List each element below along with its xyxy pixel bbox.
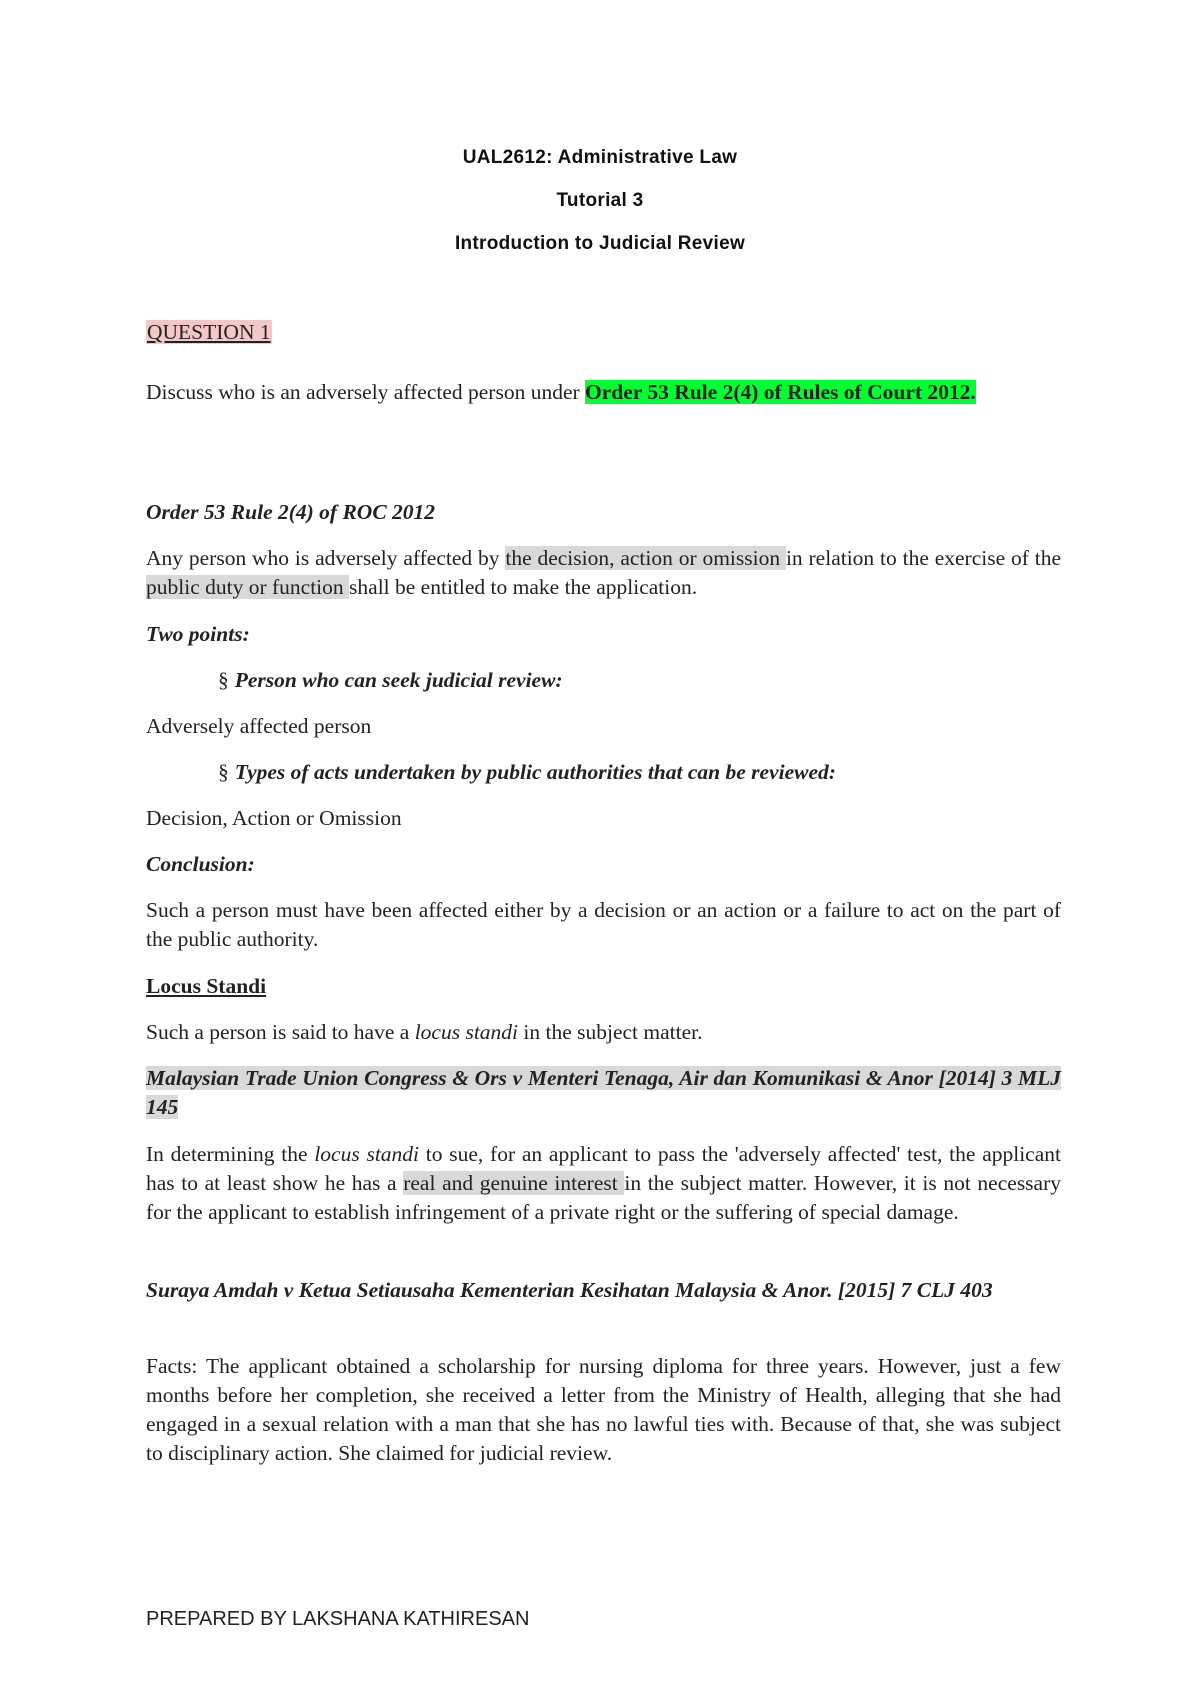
bullet-person [218, 666, 1133, 695]
decision-action-omission-text: Decision, Action or Omission [146, 806, 402, 830]
adversely-affected-text: Adversely affected person [146, 714, 372, 738]
footer-author: PREPARED BY LAKSHANA KATHIRESAN [146, 1608, 530, 1630]
locus-standi-text [146, 1018, 1061, 1047]
case1-title-block [146, 1064, 1061, 1122]
conclusion-label: Conclusion: [146, 852, 255, 876]
locus-text-italic: locus standi [414, 1020, 519, 1044]
bullet-person-text: Person who can seek judicial review: [234, 668, 563, 692]
two-points-label: Two points: [146, 622, 250, 646]
case1-title: Malaysian Trade Union Congress & Ors v Menteri Tenaga, Air dan Komunikasi & Anor [2014] 3 MLJ 145 [146, 1066, 1061, 1119]
locus-text-part2: in the subject matter. [518, 1020, 703, 1044]
case1-part3: in the subject matter. However, it is not necessary for the applicant to establish infringement of a private right or the suffering of special damage. [146, 1171, 1061, 1224]
case2-title: Suraya Amdah v Ketua Setiausaha Kementerian Kesihatan Malaysia & Anor. [2015] 7 CLJ 403 [146, 1278, 993, 1302]
case1-part1: In determining the [146, 1142, 315, 1166]
order-text-part2: in relation to the exercise of the [785, 546, 1061, 570]
order-text [146, 544, 1061, 602]
order-text-highlight1: the decision, action or omission [505, 546, 786, 570]
locus-standi-heading: Locus Standi [146, 974, 267, 998]
question-heading [146, 318, 1061, 347]
case1-part2: to sue, for an applicant to pass the 'adversely affected' test, the applicant has to at least show he has a [146, 1142, 1061, 1195]
question-highlight: Order 53 Rule 2(4) of Rules of Court 2012. [585, 380, 976, 404]
case1-text [146, 1140, 1061, 1227]
question-label: QUESTION 1 [147, 320, 271, 344]
case1-italic: locus standi [314, 1142, 420, 1166]
course-title: UAL2612: Administrative Law [462, 147, 738, 168]
order-title: Order 53 Rule 2(4) of ROC 2012 [146, 500, 436, 524]
question-text [146, 378, 1061, 407]
case1-highlight: real and genuine interest [403, 1171, 625, 1195]
tutorial-title: Tutorial 3 [556, 190, 644, 211]
order-text-part1: Any person who is adversely affected by [146, 546, 506, 570]
conclusion-text: Such a person must have been affected either by a decision or an action or a failure to act on the part of the public authority. [146, 898, 1061, 951]
topic-title: Introduction to Judicial Review [454, 233, 746, 254]
bullet-types [218, 758, 1133, 787]
order-text-part3: shall be entitled to make the application. [349, 575, 698, 599]
case2-facts: Facts: The applicant obtained a scholarship for nursing diploma for three years. However, just a few months before her completion, she received a letter from the Ministry of Health, alleging that she had engaged in a sexual relation with a man that she has no lawful ties with. Because of that, she was subject to disciplinary action. She claimed for judicial review. [146, 1354, 1061, 1465]
question-text-plain: Discuss who is an adversely affected person under [146, 380, 586, 404]
section-sign-icon: § [218, 668, 229, 692]
order-text-highlight2: public duty or function [146, 575, 350, 599]
bullet-types-text: Types of acts undertaken by public authorities that can be reviewed: [234, 760, 836, 784]
section-sign-icon: § [218, 760, 229, 784]
locus-text-part1: Such a person is said to have a [146, 1020, 415, 1044]
